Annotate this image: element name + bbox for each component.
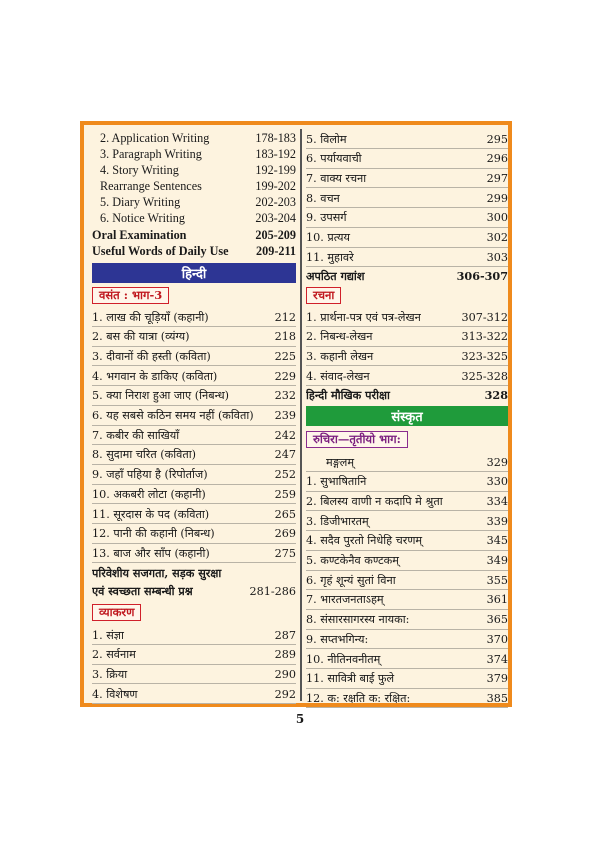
vasant-item — [92, 308, 296, 327]
sanskrit-item — [306, 453, 508, 472]
vasant-item-page: 232 — [274, 389, 296, 403]
vasant-item-page: 275 — [274, 546, 296, 560]
useful-words: Useful Words of Daily Use 209-211 — [92, 243, 296, 258]
english-item-label: 5. Diary Writing — [100, 194, 181, 209]
vasant-item-page: 239 — [274, 409, 296, 422]
sanskrit-item — [306, 532, 508, 551]
vasant-item-page: 259 — [274, 487, 296, 501]
sanskrit-item-label: 10. नीतिनवनीतम् — [306, 652, 381, 666]
vyakaran-cont-item-page: 297 — [486, 171, 508, 185]
vasant-item-label: 6. यह सबसे कठिन समय नहीं (कविता) — [92, 409, 254, 422]
vasant-item — [92, 485, 296, 504]
vasant-item-page: 242 — [274, 428, 296, 442]
sanskrit-item — [306, 492, 508, 511]
vasant-item-label: 10. अकबरी लोटा (कहानी) — [92, 487, 206, 501]
english-item — [92, 209, 296, 227]
sanskrit-item-label: 6. गृहं शून्यं सुतां विना — [306, 573, 396, 587]
vyakaran-subheading: व्याकरण — [92, 604, 141, 621]
vasant-item-page: 212 — [274, 310, 296, 324]
english-item-page: 178-183 — [255, 130, 296, 145]
vasant-item — [92, 426, 296, 445]
toc-frame — [80, 121, 512, 707]
sanskrit-item — [306, 552, 508, 571]
english-item-label: 6. Notice Writing — [100, 210, 185, 225]
sanskrit-item-page: 349 — [486, 554, 508, 567]
rachna-subheading: रचना — [306, 287, 341, 304]
sanskrit-item — [306, 473, 508, 492]
vyakaran-item-label: 1. संज्ञा — [92, 628, 124, 642]
vasant-item-page: 225 — [274, 349, 296, 363]
oral-examination: Oral Examination 205-209 — [92, 227, 296, 242]
vasant-item — [92, 466, 296, 485]
sanskrit-item-page: 330 — [486, 475, 508, 489]
vasant-item — [92, 505, 296, 524]
vyakaran-item-page: 290 — [274, 667, 296, 681]
english-item-page: 203-204 — [255, 210, 296, 225]
vyakaran-cont-item — [306, 229, 508, 248]
column-divider — [300, 129, 302, 701]
vasant-item-label: 1. लाख की चूड़ियाँ (कहानी) — [92, 310, 209, 324]
vasant-subheading: वसंत : भाग-3 — [92, 287, 169, 304]
vyakaran-cont-item — [306, 169, 508, 188]
vasant-item — [92, 407, 296, 426]
sanskrit-item-page: 361 — [486, 593, 508, 607]
hindi-header: हिन्दी — [92, 263, 296, 283]
sanskrit-item-label: 12. क: रक्षति क: रक्षित: — [306, 691, 411, 705]
rachna-item — [306, 347, 508, 366]
vyakaran-cont-item-label: 6. पर्यायवाची — [306, 152, 362, 166]
sanskrit-item-label: 8. संसारसागरस्य नायका: — [306, 613, 410, 627]
page-number: 5 — [295, 712, 305, 726]
sanskrit-item-label: 3. डिजीभारतम् — [306, 514, 369, 528]
vasant-item-page: 252 — [274, 468, 296, 482]
vasant-item-page: 218 — [274, 330, 296, 344]
sanskrit-item — [306, 630, 508, 649]
apathit-gadyansh: अपठित गद्यांश 306-307 — [306, 268, 508, 283]
sanskrit-item-page: 365 — [486, 613, 508, 627]
english-item-page: 183-192 — [255, 146, 296, 161]
sanskrit-item-page: 385 — [486, 691, 508, 705]
vyakaran-cont-item — [306, 150, 508, 169]
sanskrit-item — [306, 689, 508, 708]
sanskrit-item-page: 379 — [486, 672, 508, 686]
sanskrit-item-page: 374 — [486, 652, 508, 666]
vasant-item — [92, 328, 296, 347]
vasant-item-page: 229 — [274, 369, 296, 383]
vyakaran-cont-item-label: 10. प्रत्यय — [306, 231, 350, 244]
vasant-item-label: 8. सुदामा चरित (कविता) — [92, 448, 196, 462]
sanskrit-item — [306, 611, 508, 630]
rachna-item-page: 325-328 — [461, 369, 508, 383]
vasant-item — [92, 446, 296, 465]
vyakaran-cont-item-label: 8. वचन — [306, 191, 340, 205]
vasant-item-label: 3. दीवानों की हस्ती (कविता) — [92, 349, 211, 363]
vasant-item-page: 247 — [274, 448, 296, 462]
vasant-item-label: 4. भगवान के डाकिए (कविता) — [92, 369, 218, 383]
sanskrit-item-label: 4. सदैव पुरतो निधेहि चरणम् — [306, 534, 423, 548]
sanskrit-item-page: 334 — [486, 494, 508, 508]
rachna-item-page: 323-325 — [461, 349, 508, 363]
vyakaran-item-page: 289 — [274, 648, 296, 662]
english-item-label: Rearrange Sentences — [100, 178, 202, 193]
sanskrit-item-label: 5. कण्टकेनैव कण्टकम् — [306, 554, 399, 567]
vyakaran-item-page: 287 — [274, 628, 296, 642]
maukhik-pariksha: हिन्दी मौखिक परीक्षा 328 — [306, 387, 508, 402]
english-item-label: 4. Story Writing — [100, 162, 179, 177]
vasant-item — [92, 544, 296, 563]
vasant-item — [92, 367, 296, 386]
vyakaran-cont-item-label: 11. मुहावरे — [306, 250, 354, 264]
sanskrit-item — [306, 670, 508, 689]
english-item-page: 202-203 — [255, 194, 296, 209]
vyakaran-cont-item — [306, 209, 508, 228]
rachna-item-label: 1. प्रार्थना-पत्र एवं पत्र-लेखन — [306, 310, 421, 324]
vasant-item-page: 265 — [274, 507, 296, 521]
sanskrit-header: संस्कृत — [306, 406, 508, 426]
vasant-item-label: 9. जहाँ पहिया है (रिपोर्ताज) — [92, 468, 208, 482]
vyakaran-cont-item-page: 295 — [486, 132, 508, 146]
vasant-item-label: 13. बाज और साँप (कहानी) — [92, 546, 210, 560]
vasant-item — [92, 387, 296, 406]
vasant-item — [92, 525, 296, 544]
sanskrit-item-page: 339 — [486, 514, 508, 528]
vyakaran-item-page: 292 — [274, 687, 296, 701]
vyakaran-item — [92, 665, 296, 684]
sanskrit-item-label: 11. सावित्री बाई फुले — [306, 672, 395, 686]
sanskrit-item-page: 355 — [486, 573, 508, 587]
vyakaran-cont-item-page: 302 — [486, 231, 508, 244]
sanskrit-item-page: 329 — [486, 455, 508, 469]
vyakaran-cont-item-page: 299 — [486, 191, 508, 205]
english-item-page: 199-202 — [255, 178, 296, 193]
sanskrit-item-page: 370 — [486, 632, 508, 646]
english-item-label: 3. Paragraph Writing — [100, 146, 202, 161]
vyakaran-cont-item-label: 5. विलोम — [306, 132, 347, 146]
ruchira-subheading: रुचिरा—तृतीयो भाग: — [306, 431, 408, 448]
vyakaran-item — [92, 685, 296, 704]
vasant-item-page: 269 — [274, 527, 296, 541]
vasant-item — [92, 347, 296, 366]
pariveshiya-line1: परिवेशीय सजगता, सड़क सुरक्षा — [92, 565, 222, 580]
sanskrit-item-label: 2. बिलस्य वाणी न कदापि मे श्रुता — [306, 494, 443, 508]
vyakaran-item-label: 2. सर्वनाम — [92, 648, 136, 662]
vasant-item-label: 5. क्या निराश हुआ जाए (निबन्ध) — [92, 389, 229, 403]
rachna-item — [306, 367, 508, 386]
sanskrit-item-label: 1. सुभाषितानि — [306, 475, 367, 489]
pariveshiya-line2: एवं स्वच्छता सम्बन्धी प्रश्न 281-286 — [92, 583, 296, 598]
vyakaran-item — [92, 646, 296, 665]
sanskrit-item-label: 9. सप्तभगिन्य: — [306, 632, 369, 646]
vasant-item-label: 2. बस की यात्रा (व्यंग्य) — [92, 330, 190, 344]
sanskrit-item-page: 345 — [486, 534, 508, 548]
vyakaran-cont-item-label: 7. वाक्य रचना — [306, 171, 367, 185]
vasant-item-label: 7. कबीर की साखियाँ — [92, 428, 180, 442]
vyakaran-cont-item-page: 300 — [486, 211, 508, 225]
rachna-item — [306, 328, 508, 347]
sanskrit-item — [306, 512, 508, 531]
sanskrit-item — [306, 571, 508, 590]
rachna-item — [306, 308, 508, 327]
sanskrit-item — [306, 591, 508, 610]
english-item-page: 192-199 — [255, 162, 296, 177]
vyakaran-item-label: 3. क्रिया — [92, 667, 128, 681]
rachna-item-label: 4. संवाद-लेखन — [306, 369, 370, 383]
vyakaran-cont-item — [306, 248, 508, 267]
vyakaran-cont-item-page: 296 — [486, 152, 508, 166]
sanskrit-item-label: 7. भारतजनताऽहम् — [306, 593, 384, 607]
vyakaran-item — [92, 626, 296, 645]
rachna-item-page: 307-312 — [461, 310, 508, 324]
sanskrit-item-label: मङ्गलम् — [326, 455, 355, 469]
english-item-label: 2. Application Writing — [100, 130, 210, 145]
vyakaran-item-label: 4. विशेषण — [92, 687, 138, 701]
vasant-item-label: 11. सूरदास के पद (कविता) — [92, 507, 210, 521]
rachna-item-label: 3. कहानी लेखन — [306, 349, 374, 363]
vyakaran-cont-item-label: 9. उपसर्ग — [306, 211, 347, 225]
vasant-item-label: 12. पानी की कहानी (निबन्ध) — [92, 527, 215, 541]
rachna-item-label: 2. निबन्ध-लेखन — [306, 330, 373, 344]
sanskrit-item — [306, 650, 508, 669]
vyakaran-cont-item-page: 303 — [486, 250, 508, 264]
vyakaran-cont-item — [306, 130, 508, 149]
rachna-item-page: 313-322 — [461, 330, 508, 344]
vyakaran-cont-item — [306, 189, 508, 208]
